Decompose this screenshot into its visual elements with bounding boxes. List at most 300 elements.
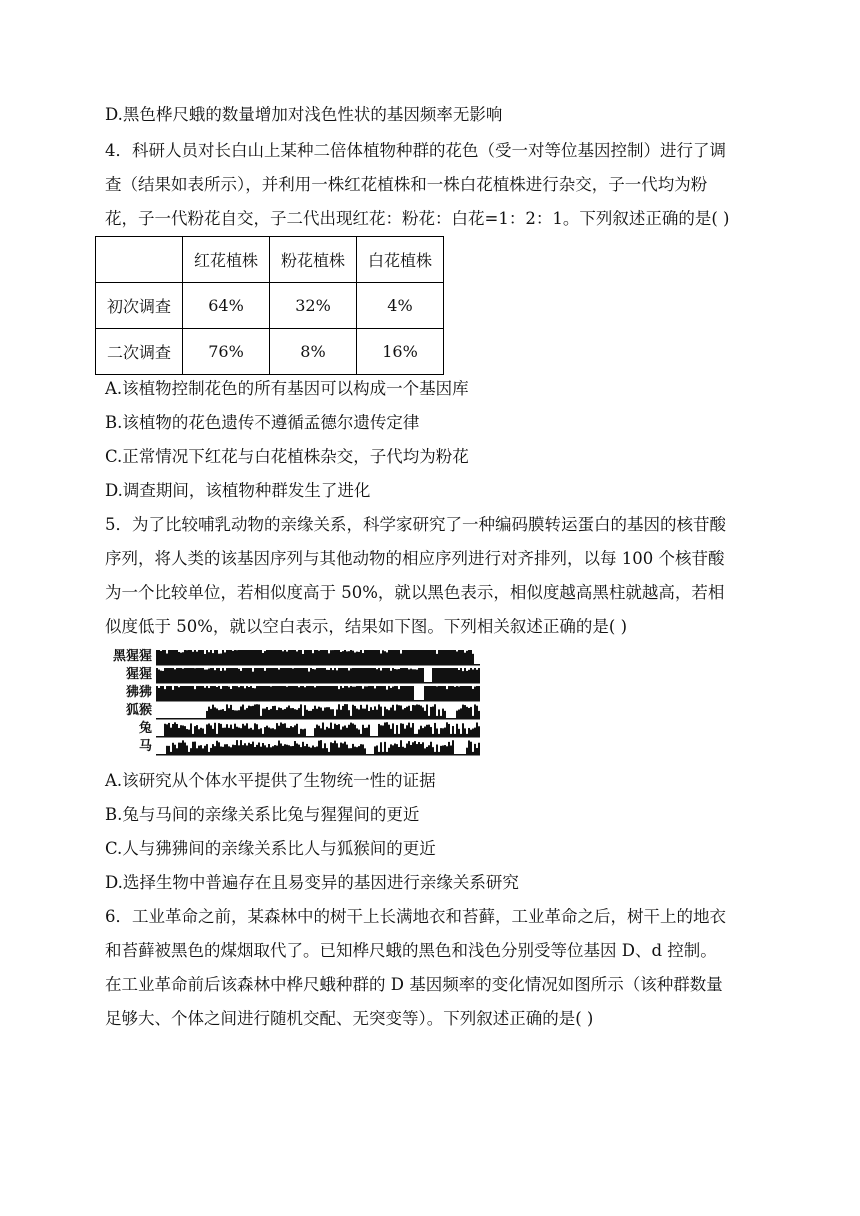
similarity-bar [316, 668, 318, 682]
similarity-bar [180, 686, 182, 700]
similarity-bar [418, 729, 420, 736]
similarity-bar [178, 728, 180, 736]
similarity-bar [446, 689, 448, 700]
similarity-bar [192, 686, 194, 700]
similarity-bar [426, 705, 428, 718]
similarity-bar [220, 710, 222, 718]
similarity-bar [172, 668, 174, 682]
similarity-bar [308, 747, 310, 754]
similarity-bar [170, 752, 172, 754]
similarity-bar [338, 724, 340, 736]
similarity-bar [220, 654, 222, 664]
similarity-bar [180, 743, 182, 754]
similarity-bar [370, 707, 372, 718]
similarity-bar [472, 670, 474, 682]
similarity-bar [402, 650, 404, 664]
similarity-bar [412, 705, 414, 718]
similarity-bar [394, 669, 396, 682]
similarity-bar [156, 650, 158, 664]
similarity-bar [172, 690, 174, 700]
similarity-bar [258, 729, 260, 736]
similarity-bar [428, 745, 430, 754]
similarity-bar [350, 650, 352, 664]
similarity-bar [442, 650, 444, 664]
similarity-bar [156, 668, 158, 682]
similarity-bar [214, 650, 216, 664]
similarity-bar [474, 687, 476, 700]
similarity-bar [464, 668, 466, 682]
similarity-bar [372, 686, 374, 700]
similarity-bar [258, 743, 260, 754]
similarity-bar [186, 686, 188, 700]
similarity-bar [352, 687, 354, 700]
similarity-bar [468, 708, 470, 718]
similarity-bar [338, 747, 340, 754]
similarity-bar [418, 742, 420, 754]
similarity-bar [230, 668, 232, 682]
similarity-bar [376, 686, 378, 700]
similarity-bar [364, 686, 366, 700]
similarity-bar [164, 724, 166, 736]
similarity-bar [300, 668, 302, 682]
similarity-bar [290, 726, 292, 736]
similarity-bar [256, 686, 258, 700]
similarity-bar [312, 653, 314, 664]
similarity-bar [206, 744, 208, 754]
figure-row-label: 猩猩 [125, 667, 152, 682]
similarity-bar [270, 668, 272, 682]
similarity-bar [354, 747, 356, 754]
similarity-bar [184, 668, 186, 682]
similarity-bar [412, 650, 414, 664]
similarity-bar [244, 710, 246, 718]
similarity-bar [446, 722, 448, 736]
similarity-bar [194, 689, 196, 700]
similarity-bar [296, 686, 298, 700]
similarity-bar [384, 651, 386, 664]
similarity-bar [474, 704, 476, 718]
similarity-bar [478, 726, 480, 736]
similarity-bar [332, 650, 334, 664]
similarity-bar [290, 668, 292, 682]
similarity-bar [432, 747, 434, 754]
similarity-bar [386, 652, 388, 664]
similarity-bar [330, 650, 332, 664]
similarity-bar [334, 668, 336, 682]
similarity-bar [218, 723, 220, 736]
similarity-bar [362, 653, 364, 664]
similarity-bar [430, 686, 432, 700]
similarity-bar [398, 689, 400, 700]
similarity-bar [410, 745, 412, 754]
similarity-bar [434, 752, 436, 754]
similarity-bar [170, 650, 172, 664]
similarity-bar [246, 668, 248, 682]
figure-row-label: 马 [138, 739, 152, 754]
similarity-bar [408, 686, 410, 700]
similarity-bar [270, 687, 272, 700]
similarity-bar [318, 668, 320, 682]
similarity-bar [374, 650, 376, 664]
similarity-bar [262, 686, 264, 700]
similarity-bar [304, 705, 306, 718]
similarity-bar [186, 668, 188, 682]
similarity-bar [446, 650, 448, 664]
similarity-bar [450, 686, 452, 700]
similarity-bar [182, 669, 184, 682]
similarity-bar [330, 742, 332, 754]
similarity-bar [332, 686, 334, 700]
similarity-bar [282, 668, 284, 682]
similarity-bar [318, 726, 320, 736]
similarity-bar [288, 706, 290, 718]
similarity-bar [274, 706, 276, 718]
similarity-bar [260, 728, 262, 736]
similarity-bar [424, 650, 426, 664]
similarity-bar [470, 742, 472, 754]
similarity-bar [282, 724, 284, 736]
similarity-bar [240, 671, 242, 682]
similarity-bar [342, 688, 344, 700]
similarity-bar [190, 748, 192, 754]
similarity-bar [280, 668, 282, 682]
similarity-bar [314, 650, 316, 664]
similarity-bar [322, 686, 324, 700]
similarity-bar [394, 711, 396, 718]
similarity-bar [352, 744, 354, 754]
similarity-bar [314, 706, 316, 718]
similarity-bar [284, 668, 286, 682]
similarity-bar [226, 744, 228, 754]
similarity-bar [440, 716, 442, 718]
similarity-bar [254, 650, 256, 664]
similarity-bar [318, 686, 320, 700]
similarity-bar [412, 723, 414, 736]
similarity-bar [298, 687, 300, 700]
similarity-bar [212, 686, 214, 700]
similarity-bar [226, 668, 228, 682]
similarity-bar [194, 650, 196, 664]
similarity-bar [328, 752, 330, 754]
similarity-bar [158, 670, 160, 682]
similarity-bar [206, 670, 208, 682]
similarity-bar [450, 668, 452, 682]
similarity-bar [178, 687, 180, 700]
q6-stem-line-4: 足够大、个体之间进行随机交配、无突变等）。下列叙述正确的是( ) [105, 1009, 594, 1028]
similarity-bar [270, 650, 272, 664]
similarity-bar [382, 668, 384, 682]
similarity-bar [292, 727, 294, 736]
similarity-bar [384, 668, 386, 682]
q4-option-c: C.正常情况下红花与白花植株杂交，子代均为粉花 [105, 447, 469, 466]
similarity-bar [210, 668, 212, 682]
similarity-bar [228, 746, 230, 754]
similarity-bar [450, 734, 452, 736]
similarity-bar [398, 747, 400, 754]
similarity-bar [264, 727, 266, 736]
similarity-bar [464, 705, 466, 718]
similarity-bar [422, 728, 424, 736]
similarity-bar [426, 747, 428, 754]
similarity-bar [316, 746, 318, 754]
similarity-bar [410, 669, 412, 682]
similarity-bar [238, 669, 240, 682]
similarity-bar [352, 705, 354, 718]
similarity-bar [340, 710, 342, 718]
similarity-bar [348, 687, 350, 700]
similarity-bar [444, 745, 446, 754]
similarity-bar [192, 668, 194, 682]
similarity-bar [222, 728, 224, 736]
similarity-bar [346, 686, 348, 700]
similarity-bar [206, 650, 208, 664]
similarity-bar [186, 729, 188, 736]
similarity-bar [448, 668, 450, 682]
similarity-bar [274, 668, 276, 682]
similarity-bar [372, 668, 374, 682]
similarity-bar [392, 668, 394, 682]
similarity-bar [474, 728, 476, 736]
similarity-bar [352, 724, 354, 736]
similarity-bar [280, 743, 282, 754]
similarity-bar [378, 724, 380, 736]
similarity-bar [210, 725, 212, 736]
similarity-bar [166, 654, 168, 664]
similarity-bar [388, 650, 390, 664]
similarity-bar [428, 650, 430, 664]
similarity-bar [382, 752, 384, 754]
similarity-bar [368, 711, 370, 718]
similarity-bar [428, 716, 430, 718]
q5-option-c: C.人与狒狒间的亲缘关系比人与狐猴间的更近 [105, 839, 436, 858]
similarity-bar [222, 668, 224, 682]
similarity-bar [336, 670, 338, 682]
similarity-bar [282, 651, 284, 664]
similarity-bar [224, 652, 226, 664]
figure-row-label: 黑猩猩 [112, 649, 152, 664]
similarity-bar [458, 729, 460, 736]
similarity-bar [316, 686, 318, 700]
q5-stem-line-2: 序列，将人类的该基因序列与其他动物的相应序列进行对齐排列，以每 100 个核苷酸 [105, 549, 725, 568]
similarity-bar [204, 688, 206, 700]
similarity-bar [214, 746, 216, 754]
similarity-bar [248, 687, 250, 700]
sequence-comparison-figure [104, 648, 480, 756]
similarity-bar [232, 668, 234, 682]
similarity-bar [168, 686, 170, 700]
similarity-bar [232, 686, 234, 700]
similarity-bar [186, 650, 188, 664]
similarity-bar [416, 650, 418, 664]
similarity-bar [326, 670, 328, 682]
similarity-bar [216, 741, 218, 754]
similarity-bar [316, 709, 318, 718]
similarity-bar [206, 686, 208, 700]
similarity-bar [342, 727, 344, 736]
similarity-bar [342, 706, 344, 718]
similarity-bar [292, 650, 294, 664]
similarity-bar [434, 723, 436, 736]
similarity-bar [382, 726, 384, 736]
similarity-bar [474, 668, 476, 682]
similarity-bar [358, 746, 360, 754]
similarity-bar [178, 743, 180, 754]
similarity-bar [230, 650, 232, 664]
similarity-bar [410, 728, 412, 736]
similarity-bar [472, 654, 474, 664]
similarity-bar [424, 711, 426, 718]
similarity-bar [460, 668, 462, 682]
similarity-bar [362, 725, 364, 736]
similarity-bar [386, 690, 388, 700]
similarity-bar [460, 686, 462, 700]
similarity-bar [290, 708, 292, 718]
similarity-bar [164, 650, 166, 664]
similarity-bar [320, 650, 322, 664]
similarity-bar [396, 705, 398, 718]
similarity-bar [356, 709, 358, 718]
similarity-bar [304, 729, 306, 736]
similarity-bar [416, 744, 418, 754]
similarity-bar [404, 708, 406, 718]
similarity-bar [370, 686, 372, 700]
similarity-bar [356, 728, 358, 736]
similarity-bar [264, 709, 266, 718]
similarity-bar [456, 651, 458, 664]
similarity-bar [420, 744, 422, 754]
similarity-bar [186, 745, 188, 754]
similarity-bar [182, 686, 184, 700]
similarity-bar [326, 707, 328, 718]
similarity-bar [298, 650, 300, 664]
similarity-bar [388, 668, 390, 682]
table-cell: 初次调查 [96, 283, 183, 329]
similarity-bar [306, 686, 308, 700]
similarity-bar [282, 686, 284, 700]
similarity-bar [440, 650, 442, 664]
similarity-bar [386, 752, 388, 754]
similarity-bar [286, 652, 288, 664]
similarity-bar [468, 740, 470, 754]
similarity-bar [300, 704, 302, 718]
table-cell: 16% [357, 329, 444, 375]
similarity-bar [330, 686, 332, 700]
similarity-bar [198, 686, 200, 700]
similarity-bar [278, 707, 280, 718]
similarity-bar [406, 707, 408, 718]
similarity-bar [226, 686, 228, 700]
similarity-bar [332, 743, 334, 754]
similarity-bar [408, 741, 410, 754]
similarity-bar [380, 742, 382, 754]
similarity-bar [228, 668, 230, 682]
similarity-bar [462, 650, 464, 664]
similarity-bar [336, 725, 338, 736]
similarity-bar [398, 650, 400, 664]
similarity-bar [348, 710, 350, 718]
similarity-bar [176, 668, 178, 682]
similarity-bar [360, 686, 362, 700]
similarity-bar [230, 705, 232, 718]
similarity-bar [306, 650, 308, 664]
similarity-bar [396, 650, 398, 664]
similarity-bar [218, 668, 220, 682]
similarity-bar [312, 669, 314, 682]
similarity-bar [376, 745, 378, 754]
similarity-bar [344, 704, 346, 718]
similarity-bar [396, 669, 398, 682]
similarity-bar [364, 748, 366, 754]
similarity-bar [276, 723, 278, 736]
similarity-bar [348, 748, 350, 754]
similarity-bar [364, 668, 366, 682]
similarity-bar [220, 689, 222, 700]
similarity-bar [236, 650, 238, 664]
similarity-bar [292, 708, 294, 718]
similarity-bar [184, 650, 186, 664]
q5-stem-line-1: 5．为了比较哺乳动物的亲缘关系，科学家研究了一种编码膜转运蛋白的基因的核苷酸 [105, 515, 726, 534]
similarity-bar [456, 686, 458, 700]
similarity-bar [460, 650, 462, 664]
similarity-bar [454, 687, 456, 700]
similarity-bar [460, 708, 462, 718]
similarity-bar [340, 730, 342, 736]
similarity-bar [304, 650, 306, 664]
similarity-bar [358, 668, 360, 682]
similarity-bar [404, 668, 406, 682]
survey-table [95, 236, 444, 375]
similarity-bar [260, 716, 262, 718]
similarity-bar [452, 668, 454, 682]
similarity-bar [434, 668, 436, 682]
q4-option-a: A.该植物控制花色的所有基因可以构成一个基因库 [105, 379, 469, 398]
similarity-bar [392, 650, 394, 664]
q5-stem-line-3: 为一个比较单位，若相似度高于 50%，就以黑色表示，相似度越高黑柱就越高，若相 [105, 583, 725, 602]
similarity-bar [192, 734, 194, 736]
similarity-bar [478, 686, 480, 700]
similarity-bar [176, 650, 178, 664]
similarity-bar [204, 734, 206, 736]
similarity-bar [230, 747, 232, 754]
similarity-bar [284, 686, 286, 700]
similarity-bar [458, 710, 460, 718]
q6-stem-line-1: 6．工业革命之前，某森林中的树干上长满地衣和苔藓，工业革命之后，树干上的地衣 [105, 907, 726, 926]
similarity-bar [318, 651, 320, 664]
similarity-bar [420, 726, 422, 736]
similarity-bar [366, 668, 368, 682]
similarity-bar [466, 671, 468, 682]
similarity-bar [338, 689, 340, 700]
similarity-bar [438, 668, 440, 682]
similarity-bar [162, 671, 164, 682]
similarity-bar [356, 686, 358, 700]
similarity-bar [458, 686, 460, 700]
similarity-bar [236, 727, 238, 736]
similarity-bar [272, 686, 274, 700]
similarity-bar [470, 650, 472, 664]
similarity-bar [298, 745, 300, 754]
similarity-bar [324, 650, 326, 664]
similarity-bar [296, 710, 298, 718]
similarity-bar [214, 670, 216, 682]
similarity-bar [274, 729, 276, 736]
similarity-bar [388, 725, 390, 736]
similarity-bar [372, 650, 374, 664]
similarity-bar [468, 686, 470, 700]
similarity-bar [420, 706, 422, 718]
similarity-bar [452, 650, 454, 664]
similarity-bar [270, 728, 272, 736]
